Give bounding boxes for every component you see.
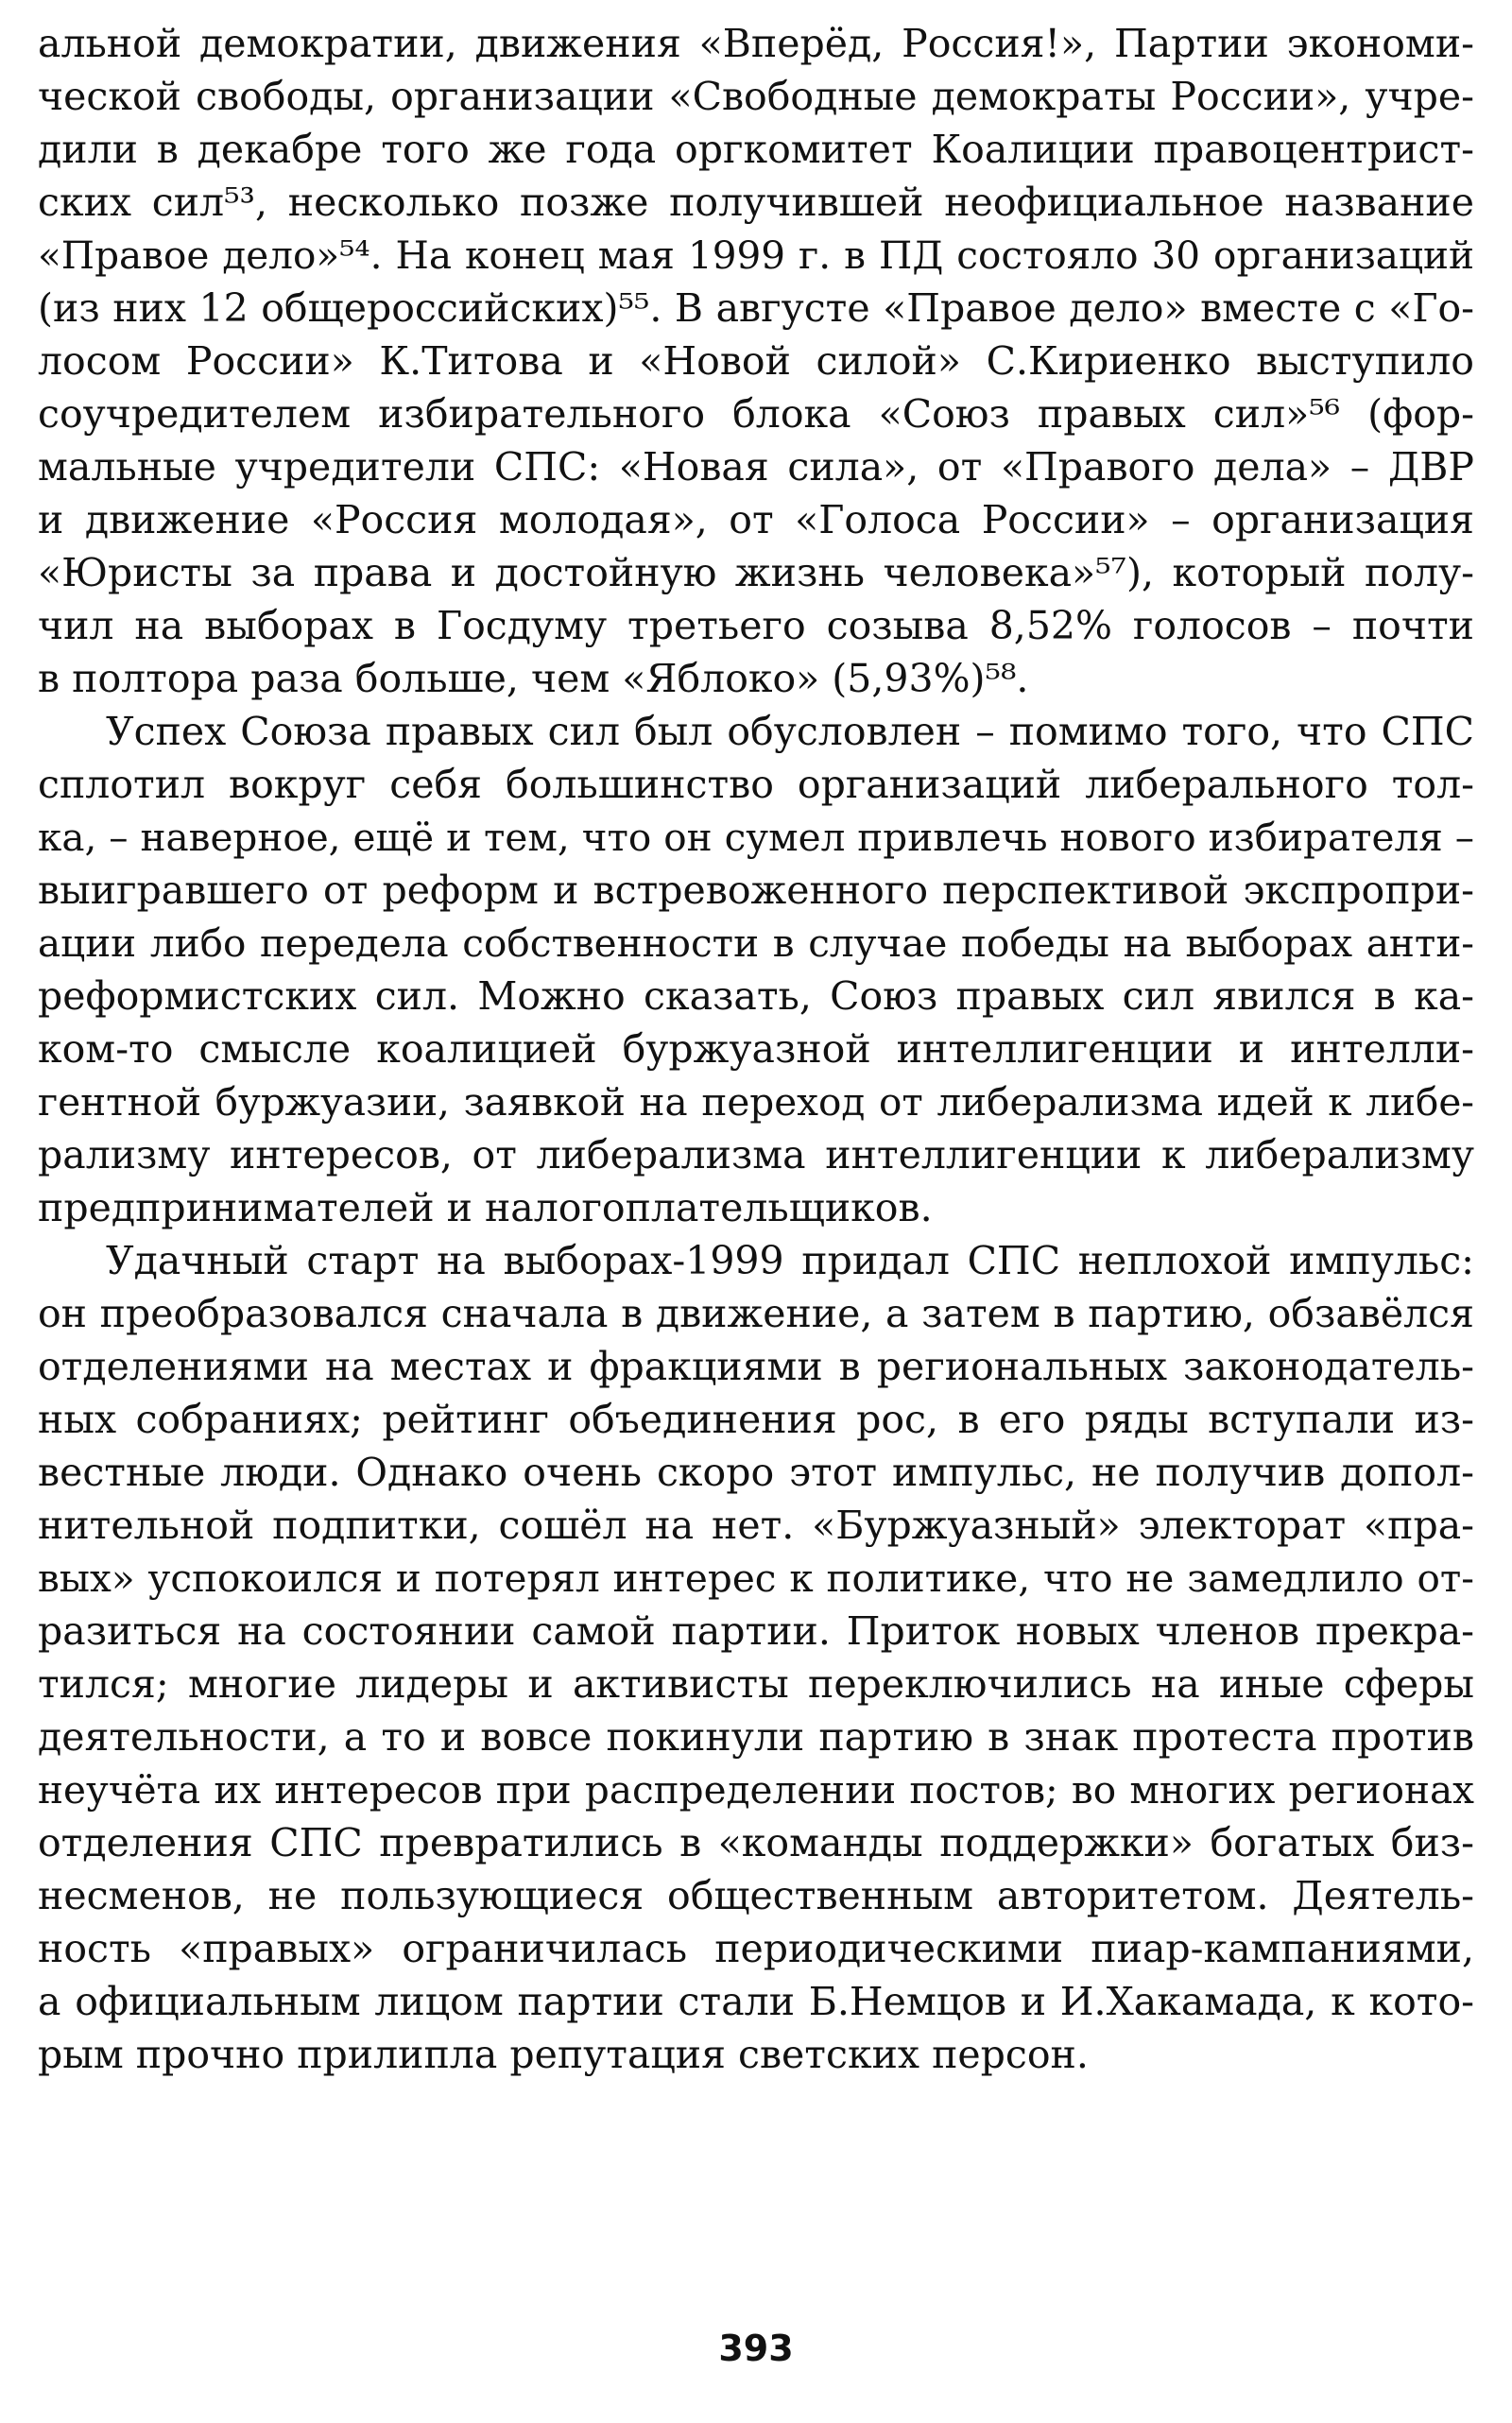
text-line: Удачный старт на выборах-1999 придал СПС неплохой импульс: [106, 1238, 1474, 1283]
text-line: гентной буржуазии, заявкой на переход от либерализма идей к либе- [38, 1079, 1474, 1125]
text-line: «Юристы за права и достойную жизнь человека»⁵⁷), который полу- [38, 550, 1474, 595]
text-line: ации либо передела собственности в случае победы на выборах анти- [38, 920, 1474, 966]
text-line: рым прочно прилипла репутация светских персон. [38, 2032, 1089, 2077]
text-line: тился; многие лидеры и активисты переключились на иные сферы [38, 1661, 1474, 1707]
text-line: ком-то смысле коалицией буржуазной интеллигенции и интелли- [38, 1026, 1474, 1072]
text-line: мальные учредители СПС: «Новая сила», от «Правого дела» – ДВР [38, 444, 1474, 490]
text-line: отделения СПС превратились в «команды поддержки» богатых биз- [38, 1820, 1474, 1865]
text-line: несменов, не пользующиеся общественным авторитетом. Деятель- [38, 1873, 1474, 1918]
text-line: разиться на состоянии самой партии. Приток новых членов прекра- [38, 1608, 1474, 1654]
page-number: 393 [718, 2328, 794, 2369]
text-line: «Правое дело»⁵⁴. На конец мая 1999 г. в ПД состояло 30 организаций [38, 232, 1474, 278]
text-line: вестные люди. Однако очень скоро этот импульс, не получив допол- [38, 1450, 1474, 1495]
text-line: реформистских сил. Можно сказать, Союз правых сил явился в ка- [38, 973, 1474, 1019]
text-line: а официальным лицом партии стали Б.Немцов и И.Хакамада, к кото- [38, 1979, 1474, 2024]
text-line: ка, – наверное, ещё и тем, что он сумел привлечь нового избирателя – [38, 815, 1474, 860]
text-line: ных собраниях; рейтинг объединения рос, в его ряды вступали из- [38, 1397, 1474, 1442]
text-line: деятельности, а то и вовсе покинули партию в знак протеста против [38, 1714, 1474, 1760]
text-line: (из них 12 общероссийских)⁵⁵. В августе «Правое дело» вместе с «Го- [38, 285, 1474, 331]
text-line: вых» успокоился и потерял интерес к политике, что не замедлило от- [38, 1555, 1474, 1601]
text-line: дили в декабре того же года оргкомитет Коалиции правоцентрист- [38, 127, 1474, 172]
text-line: и движение «Россия молодая», от «Голоса России» – организация [38, 497, 1474, 542]
text-line: нительной подпитки, сошёл на нет. «Буржуазный» электорат «пра- [38, 1503, 1474, 1548]
text-line: выигравшего от реформ и встревоженного перспективой экспропри- [38, 868, 1474, 913]
text-line: он преобразовался сначала в движение, а затем в партию, обзавёлся [38, 1291, 1474, 1336]
text-line: предпринимателей и налогоплательщиков. [38, 1185, 933, 1230]
text-line: в полтора раза больше, чем «Яблоко» (5,93%)⁵⁸. [38, 656, 1029, 701]
text-line: сплотил вокруг себя большинство организаций либерального тол- [38, 762, 1474, 807]
text-line: рализму интересов, от либерализма интеллигенции к либерализму [38, 1132, 1474, 1177]
text-line: ческой свободы, организации «Свободные демократы России», учре- [38, 74, 1474, 119]
page-body-text [38, 17, 1474, 2081]
text-line: чил на выборах в Госдуму третьего созыва 8,52% голосов – почти [38, 603, 1474, 648]
text-line: соучредителем избирательного блока «Союз правых сил»⁵⁶ (фор- [38, 391, 1474, 437]
text-line: лосом России» К.Титова и «Новой силой» С.Кириенко выступило [38, 338, 1474, 384]
text-line: ских сил⁵³, несколько позже получившей неофициальное название [38, 180, 1474, 225]
text-line: Успех Союза правых сил был обусловлен – помимо того, что СПС [106, 709, 1474, 754]
text-line: отделениями на местах и фракциями в региональных законодатель- [38, 1344, 1474, 1389]
text-line: альной демократии, движения «Вперёд, Россия!», Партии экономи- [38, 21, 1474, 66]
text-line: неучёта их интересов при распределении постов; во многих регионах [38, 1767, 1474, 1813]
text-line: ность «правых» ограничилась периодическими пиар-кампаниями, [38, 1926, 1474, 1971]
